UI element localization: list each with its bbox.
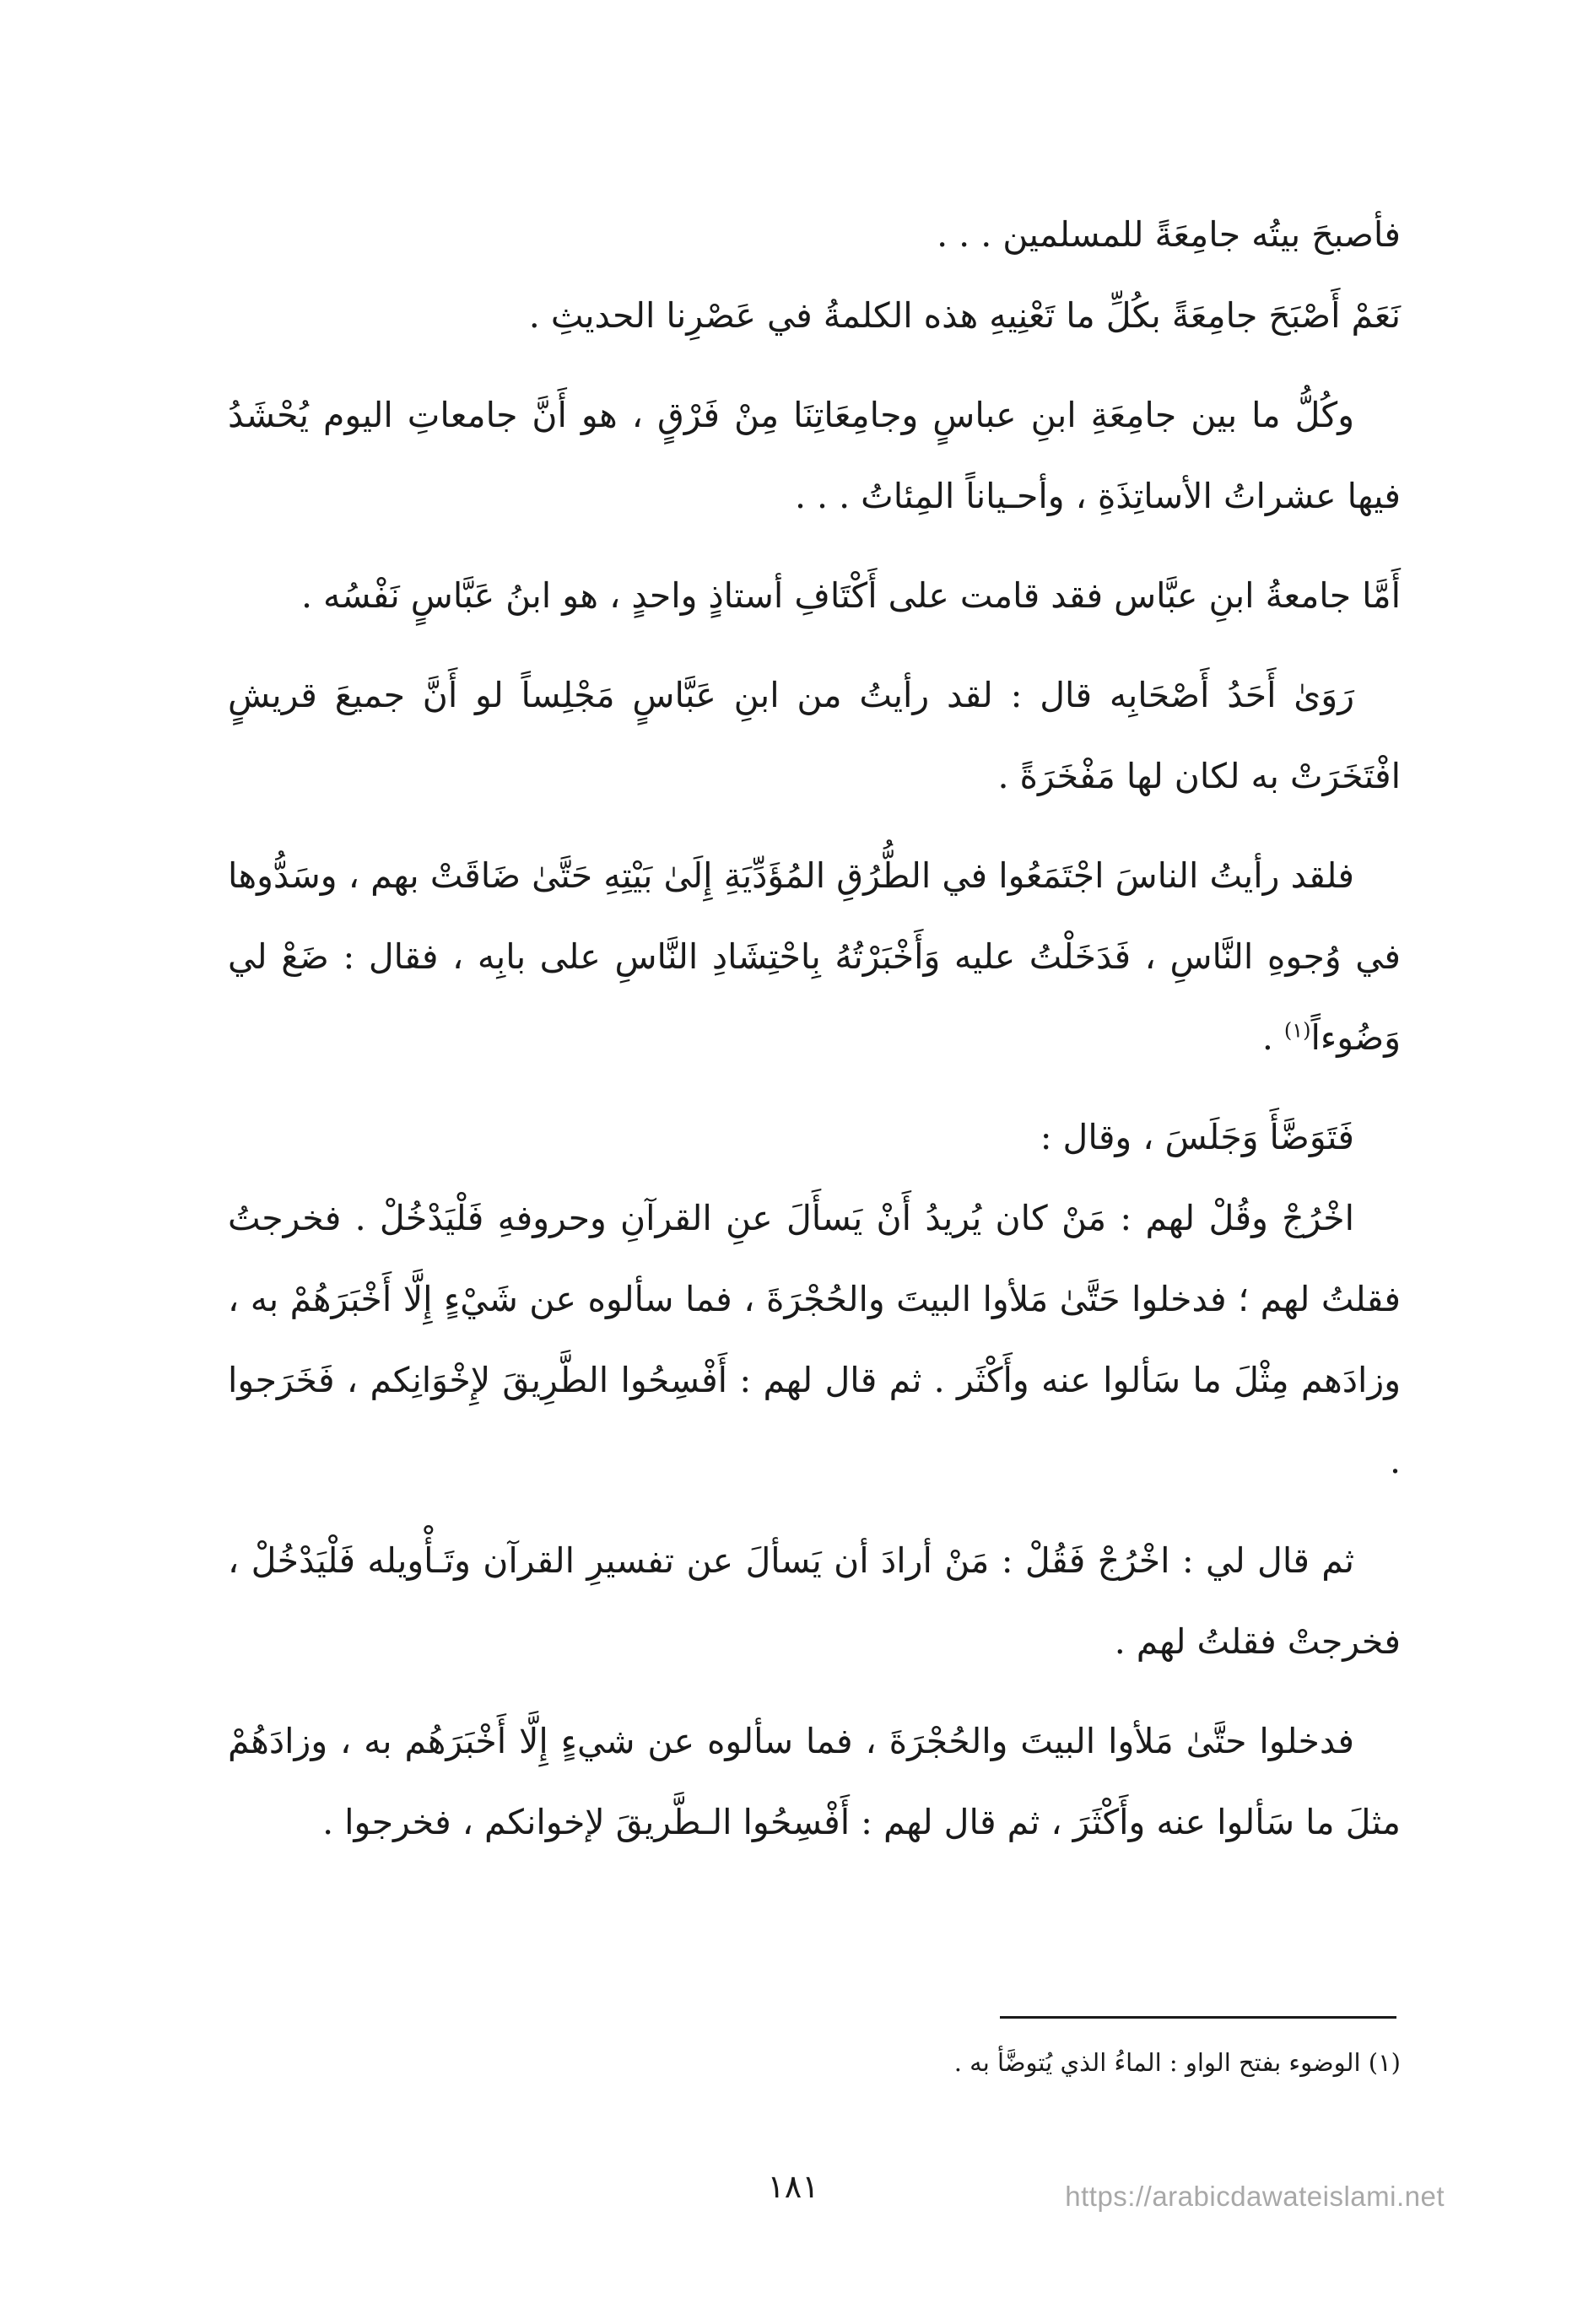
main-text [228,194,1401,1881]
paragraph-8: اخْرُجْ وقُلْ لهم : مَنْ كان يُريدُ أَنْ يَسأَلَ عنِ القرآنِ وحروفهِ فَلْيَدْخُلْ . فخرجتُ فقلتُ لهم ؛ فدخلوا حَتَّىٰ مَلأوا البيتَ والحُجْرَةَ ، فما سألوه عن شَيْءٍ إِلَّا أَخْبَرَهُمْ به ، وزادَهم مِثْلَ ما سَألوا عنه وأَكْثَر . ثم قال لهم : أَفْسِحُوا الطَّرِيقَ لإِخْوَانِكم ، فَخَرَجوا . [228,1198,1401,1481]
footnote-marker: (١) [1283,1018,1311,1043]
paragraph-1: فأصبحَ بيتُه جامِعَةً للمسلمين . . . [937,214,1401,255]
footnote-divider [1000,2016,1396,2019]
paragraph-6 [228,835,1401,1078]
paragraph-6-text: فلقد رأيتُ الناسَ اجْتَمَعُوا في الطُّرُقِ المُؤَدِّيَةِ إِلَىٰ بَيْتِهِ حَتَّىٰ ضَاقَتْ بهم ، وسَدُّوها في وُجوهِ النَّاسِ ، فَدَخَلْتُ عليه وَأَخْبَرْتُهُ بِاحْتِشَادِ النَّاسِ على بابِه ، فقال : ضَعْ لي وَضُوءاً [228,855,1401,1058]
paragraph-6-tail: . [1261,1017,1284,1058]
watermark-url: https://arabicdawateislami.net [1065,2181,1445,2212]
footnote: (١) الوضوء بفتح الواو : الماءُ الذي يُتوضَّأ به . [953,2048,1401,2077]
paragraph-10: فدخلوا حتَّىٰ مَلأوا البيتَ والحُجْرَةَ ، فما سألوه عن شيءٍ إِلَّا أَخْبَرَهُم به ، وزادَهُمْ مثلَ ما سَألوا عنه وأَكْثَرَ ، ثم قال لهم : أَفْسِحُوا الـطَّريقَ لإخوانكم ، فخرجوا . [228,1721,1401,1842]
paragraph-9: ثم قال لي : اخْرُجْ فَقُلْ : مَنْ أرادَ أن يَسألَ عن تفسيرِ القرآن وتَـأْويله فَلْيَدْخُلْ ، فخرجتْ فقلتُ لهم . [228,1540,1401,1662]
paragraph-5: رَوَىٰ أَحَدُ أَصْحَابِه قال : لقد رأيتُ من ابنِ عَبَّاسٍ مَجْلِساً لو أَنَّ جميعَ قريشٍ افْتَخَرَتْ به لكان لها مَفْخَرَةً . [228,675,1401,796]
paragraph-2: نَعَمْ أَصْبَحَ جامِعَةً بكُلِّ ما تَعْنِيهِ هذه الكلمةُ في عَصْرِنا الحديثِ . [528,295,1401,336]
paragraph-3: وكُلُّ ما بين جامِعَةِ ابنِ عباسٍ وجامِعَاتِنَا مِنْ فَرْقٍ ، هو أَنَّ جامعاتِ اليوم يُحْشَدُ فيها عشراتُ الأساتِذَةِ ، وأحـياناً المِئاتُ . . . [228,395,1401,516]
paragraph-4: أَمَّا جامعةُ ابنِ عبَّاس فقد قامت على أَكْتَافِ أستاذٍ واحدٍ ، هو ابنُ عَبَّاسٍ نَفْسُه . [300,575,1401,616]
paragraph-7: فَتَوَضَّأَ وَجَلَسَ ، وقال : [1040,1117,1354,1157]
page-number: ١٨١ [767,2168,819,2205]
